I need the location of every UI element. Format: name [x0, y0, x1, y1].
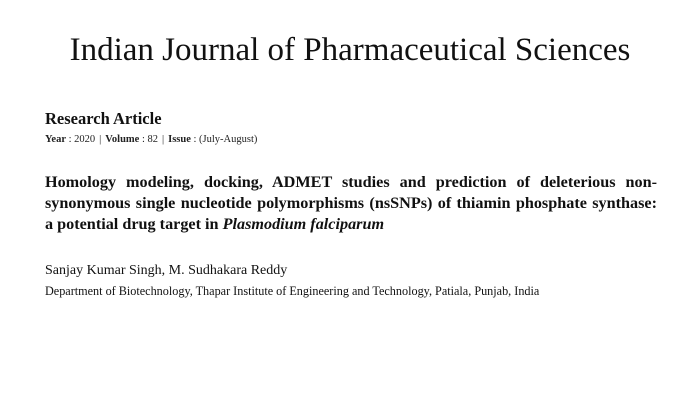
article-title	[45, 172, 657, 235]
volume-colon: :	[139, 134, 148, 145]
year-label: Year	[45, 134, 66, 145]
year-colon: :	[66, 134, 75, 145]
year-value: 2020	[74, 134, 96, 145]
article-type-label: Research Article	[45, 109, 162, 128]
article-affiliation: Department of Biotechnology, Thapar Institute of Engineering and Technology, Patiala, Punjab, India	[45, 284, 540, 298]
meta-separator: |	[99, 134, 102, 145]
article-title-species: Plasmodium falciparum	[222, 215, 385, 233]
article-meta	[45, 133, 657, 147]
issue-label: Issue	[168, 134, 191, 145]
article-header	[45, 108, 657, 299]
volume-label: Volume	[105, 134, 140, 145]
issue-value: (July-August)	[199, 134, 258, 145]
article-title-main: Homology modeling, docking, ADMET studies and prediction of deleterious non-synonymous single nucleotide polymorphisms (nsSNPs) of thiamin phosphate synthase: a potential drug target in	[45, 173, 657, 233]
issue-colon: :	[190, 134, 200, 145]
journal-title: Indian Journal of Pharmaceutical Sciences	[69, 32, 631, 68]
volume-value: 82	[147, 134, 158, 145]
article-authors: Sanjay Kumar Singh, M. Sudhakara Reddy	[45, 263, 288, 278]
meta-separator: |	[162, 134, 165, 145]
